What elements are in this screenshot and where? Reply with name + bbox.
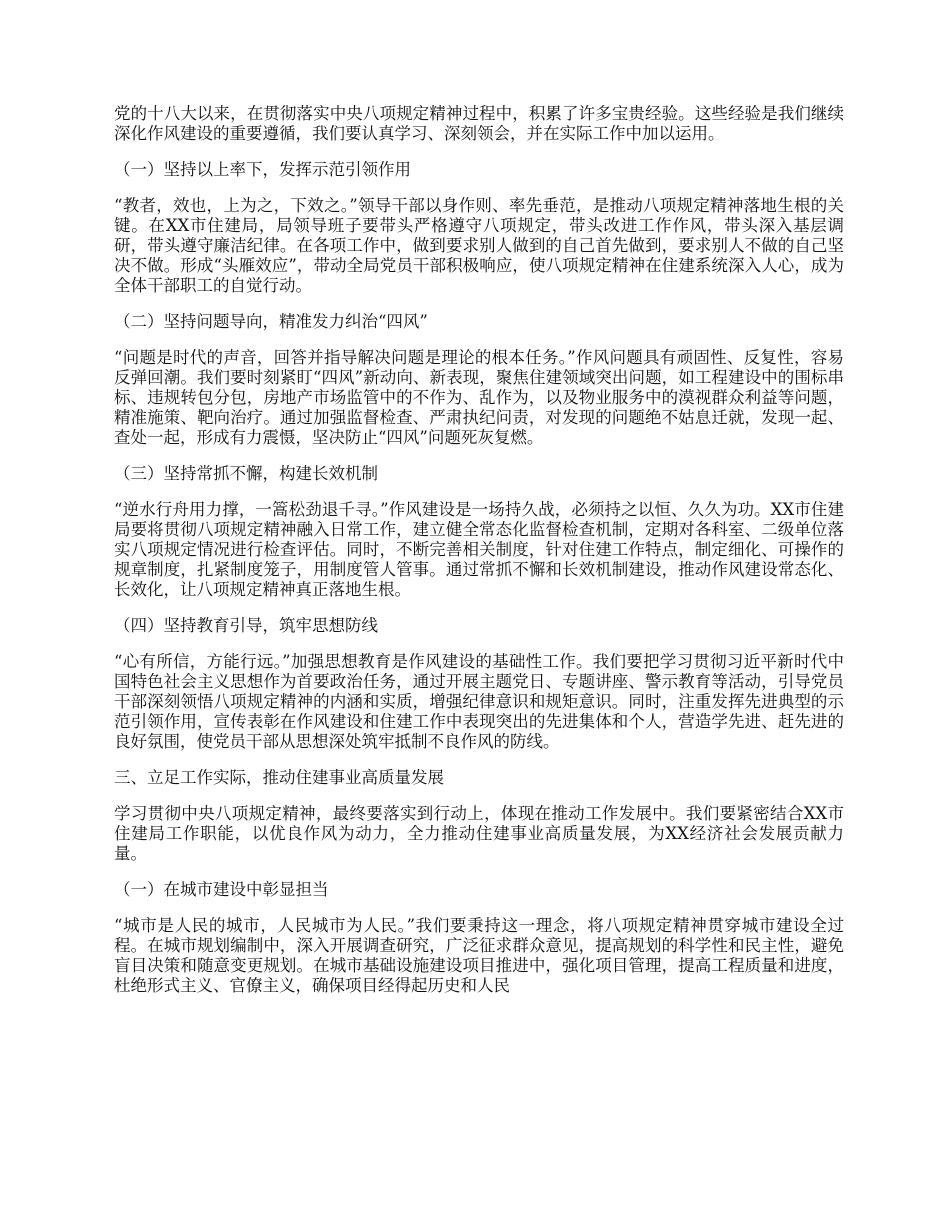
document-body (114, 104, 844, 1012)
section-heading-4: （四）坚持教育引导，筑牢思想防线 (114, 616, 378, 635)
chapter-paragraph-3: 学习贯彻中央八项规定精神，最终要落实到行动上，体现在推动工作发展中。我们要紧密结合XX市住建局工作职能，以优良作风为动力，全力推动住建事业高质量发展，为XX经济社会发展贡献力量。 (114, 804, 844, 863)
section-heading-3: （三）坚持常抓不懈，构建长效机制 (114, 464, 378, 483)
section-paragraph-4: “心有所信，方能行远。”加强思想教育是作风建设的基础性工作。我们要把学习贯彻习近平新时代中国特色社会主义思想作为首要政治任务，通过开展主题党日、专题讲座、警示教育等活动，引导党员干部深刻领悟八项规定精神的内涵和实质，增强纪律意识和规矩意识。同时，注重发挥先进典型的示范引领作用，宣传表彰在作风建设和住建工作中表现突出的先进集体和个人，营造学先进、赶先进的良好氛围，使党员干部从思想深处筑牢抵制不良作风的防线。 (114, 652, 844, 751)
subsection-heading-1: （一）在城市建设中彰显担当 (114, 880, 329, 899)
section-heading-1: （一）坚持以上率下，发挥示范引领作用 (114, 160, 411, 179)
section-paragraph-1: “教者，效也，上为之，下效之。”领导干部以身作则、率先垂范，是推动八项规定精神落地生根的关键。在XX市住建局，局领导班子要带头严格遵守八项规定，带头改进工作作风，带头深入基层调研，带头遵守廉洁纪律。在各项工作中，做到要求别人做到的自己首先做到，要求别人不做的自己坚决不做。形成“头雁效应”，带动全局党员干部积极响应，使八项规定精神在住建系统深入人心，成为全体干部职工的自觉行动。 (114, 196, 844, 295)
subsection-paragraph-1: “城市是人民的城市，人民城市为人民。”我们要秉持这一理念，将八项规定精神贯穿城市建设全过程。在城市规划编制中，深入开展调查研究，广泛征求群众意见，提高规划的科学性和民主性，避免盲目决策和随意变更规划。在城市基础设施建设项目推进中，强化项目管理，提高工程质量和进度，杜绝形式主义、官僚主义，确保项目经得起历史和人民 (114, 916, 844, 995)
chapter-heading-3: 三、立足工作实际，推动住建事业高质量发展 (114, 768, 444, 787)
section-paragraph-3: “逆水行舟用力撑，一篙松劲退千寻。”作风建设是一场持久战，必须持之以恒、久久为功。XX市住建局要将贯彻八项规定精神融入日常工作，建立健全常态化监督检查机制，定期对各科室、二级单位落实八项规定情况进行检查评估。同时，不断完善相关制度，针对住建工作特点，制定细化、可操作的规章制度，扎紧制度笼子，用制度管人管事。通过常抓不懈和长效机制建设，推动作风建设常态化、长效化，让八项规定精神真正落地生根。 (114, 500, 844, 599)
section-paragraph-2: “问题是时代的声音，回答并指导解决问题是理论的根本任务。”作风问题具有顽固性、反复性，容易反弹回潮。我们要时刻紧盯“四风”新动向、新表现，聚焦住建领域突出问题，如工程建设中的围标串标、违规转包分包，房地产市场监管中的不作为、乱作为，以及物业服务中的漠视群众利益等问题，精准施策、靶向治疗。通过加强监督检查、严肃执纪问责，对发现的问题绝不姑息迁就，发现一起、查处一起，形成有力震慑，坚决防止“四风”问题死灰复燃。 (114, 348, 844, 447)
intro-paragraph: 党的十八大以来，在贯彻落实中央八项规定精神过程中，积累了许多宝贵经验。这些经验是我们继续深化作风建设的重要遵循，我们要认真学习、深刻领会，并在实际工作中加以运用。 (114, 104, 844, 143)
section-heading-2: （二）坚持问题导向，精准发力纠治“四风” (114, 312, 428, 331)
